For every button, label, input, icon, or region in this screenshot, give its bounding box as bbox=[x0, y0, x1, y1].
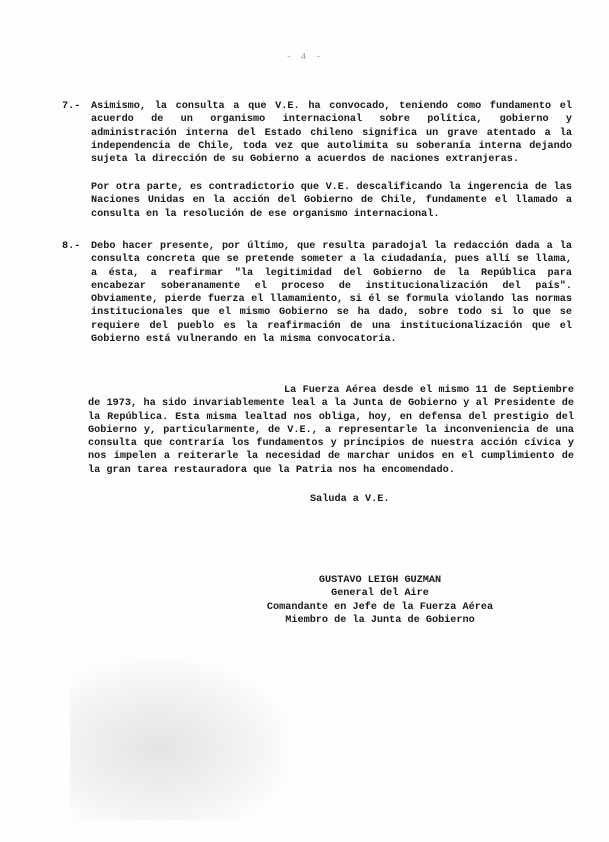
signature-block bbox=[200, 574, 560, 627]
page-number: - 4 - bbox=[285, 52, 323, 62]
signatory-role: Miembro de la Junta de Gobierno bbox=[285, 614, 475, 626]
item-number: 7.- bbox=[62, 101, 81, 112]
closing-paragraph: La Fuerza Aérea desde el mismo 11 de Septiembre de 1973, ha sido invariablemente leal a la Junta de Gobierno y al Presidente de la República. Esta misma lealtad nos obliga, hoy, en defensa del prestigio del Gobierno y, particularmente, de V.E., a representarle la inconveniencia de una consulta que contraría los fundamentos y principios de nuestra acción cívica y nos impelen a reiterarle la necesidad de marchar unidos en el cumplimiento de la gran tarea restauradora que la Patria nos ha encomendado. bbox=[88, 385, 574, 476]
item-7-paragraph-2: Por otra parte, es contradictorio que V.E. descalificando la ingerencia de las Naciones Unidas en la acción del Gobierno de Chile, fundamente el llamado a consulta en la resolución de ese organismo internacional. bbox=[91, 182, 572, 220]
item-number: 8.- bbox=[62, 241, 81, 252]
signatory-rank: General del Aire bbox=[331, 588, 429, 600]
item-7-paragraph-1: Asimismo, la consulta a que V.E. ha convocado, teniendo como fundamento el acuerdo de un organismo internacional sobre política, gobierno y administración interna del Estado chileno significa un grave atentado a la independencia de Chile, toda vez que autolimita su soberanía interna dejando sujeta la dirección de su Gobierno a acuerdos de naciones extranjeras. bbox=[91, 101, 572, 166]
paper-smudge bbox=[70, 660, 290, 820]
signatory-name: GUSTAVO LEIGH GUZMAN bbox=[318, 575, 442, 586]
signatory-title: Comandante en Jefe de la Fuerza Aérea bbox=[266, 601, 494, 613]
item-8-paragraph-1: Debo hacer presente, por último, que resulta paradojal la redacción dada a la consulta concreta que se pretende someter a la ciudadanía, pues allí se llama, a ésta, a reafirmar "la legitimidad del Gobierno de la República para encabezar soberanamente el proceso de institucionalización del país". Obviamente, pierde fuerza el llamamiento, si él se formula violando las normas institucionales que el mismo Gobierno se ha dado, sobre todo si lo que se requiere del pueblo es la reafirmación de una institucionalización que el Gobierno está vulnerando en la misma convocatoria. bbox=[91, 241, 572, 346]
salutation: Saluda a V.E. bbox=[310, 494, 390, 505]
